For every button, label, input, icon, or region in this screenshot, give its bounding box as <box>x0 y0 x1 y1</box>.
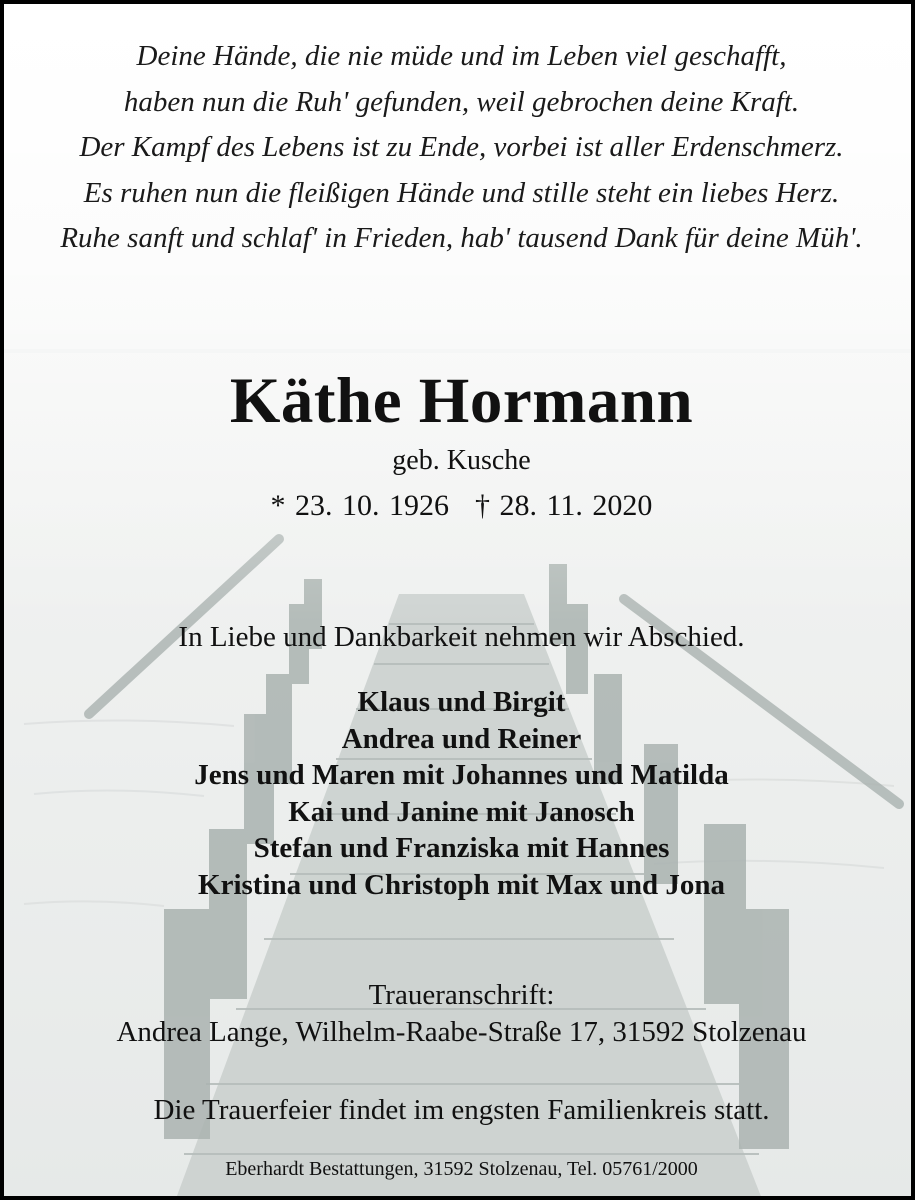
poem-line: Der Kampf des Lebens ist zu Ende, vorbei ist aller Erdenschmerz. <box>79 131 844 163</box>
life-dates <box>4 489 915 523</box>
farewell-text: In Liebe und Dankbarkeit nehmen wir Abschied. <box>178 621 745 653</box>
mourner-line: Klaus und Birgit <box>357 686 566 718</box>
mourner-line: Kristina und Christoph mit Max und Jona <box>198 868 725 901</box>
poem-line: haben nun die Ruh' gefunden, weil gebrochen deine Kraft. <box>123 85 800 118</box>
deceased-name: Käthe Hormann <box>229 365 694 437</box>
undertaker-info: Eberhardt Bestattungen, 31592 Stolzenau, Tel. 05761/2000 <box>225 1158 698 1180</box>
poem-line: Es ruhen nun die fleißigen Hände und stille steht ein liebes Herz. <box>83 176 840 209</box>
mourner-line: Kai und Janine mit Janosch <box>288 795 635 828</box>
death-date: † 28. 11. 2020 <box>475 489 653 522</box>
mourning-address: Andrea Lange, Wilhelm-Raabe-Straße 17, 31592 Stolzenau <box>116 1016 807 1048</box>
address-title: Traueranschrift: <box>368 979 555 1011</box>
poem-line: Deine Hände, die nie müde und im Leben viel geschafft, <box>136 40 787 72</box>
poem-line: Ruhe sanft und schlaf' in Frieden, hab' tausend Dank für deine Müh'. <box>60 222 863 254</box>
funeral-note: Die Trauerfeier findet im engsten Familienkreis statt. <box>153 1094 770 1126</box>
mourners-list <box>4 684 915 903</box>
mourner-line: Stefan und Franziska mit Hannes <box>253 832 670 864</box>
poem <box>4 34 915 262</box>
mourner-line: Andrea und Reiner <box>341 722 582 755</box>
maiden-name: geb. Kusche <box>392 445 531 476</box>
mourner-line: Jens und Maren mit Johannes und Matilda <box>194 759 729 791</box>
birth-date: * 23. 10. 1926 <box>270 489 450 522</box>
